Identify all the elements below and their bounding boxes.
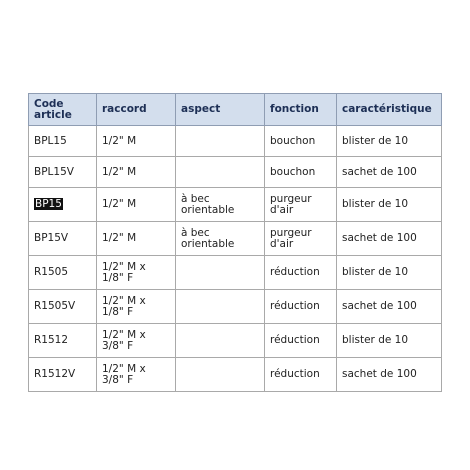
raccord-line2: 1/8" F — [102, 271, 134, 284]
cell-raccord — [97, 290, 176, 324]
cell-aspect — [176, 126, 265, 157]
cell-code: BPL15V — [29, 157, 97, 188]
cell-code: R1505 — [29, 256, 97, 290]
product-table — [28, 93, 442, 392]
header-code-article — [29, 94, 97, 126]
cell-caracteristique: blister de 10 — [337, 256, 442, 290]
raccord-line1: 1/2" M — [102, 165, 137, 178]
table-row — [29, 290, 442, 324]
cell-caracteristique: blister de 10 — [337, 188, 442, 222]
cell-caracteristique: sachet de 100 — [337, 290, 442, 324]
cell-raccord — [97, 358, 176, 392]
cell-code: BP15V — [29, 222, 97, 256]
fonction-line2: d'air — [270, 203, 294, 216]
cell-aspect — [176, 290, 265, 324]
header-raccord: raccord — [97, 94, 176, 126]
highlighted-code: BP15 — [35, 198, 62, 210]
cell-code: R1512V — [29, 358, 97, 392]
raccord-line1: 1/2" M — [102, 198, 137, 210]
raccord-line1: 1/2" M x — [102, 260, 146, 273]
cell-caracteristique: sachet de 100 — [337, 157, 442, 188]
table-row — [29, 324, 442, 358]
cell-raccord — [97, 126, 176, 157]
header-row — [29, 94, 442, 126]
table-row — [29, 157, 442, 188]
aspect-line1: à bec — [181, 226, 210, 239]
aspect-line2: orientable — [181, 237, 235, 250]
raccord-line1: 1/2" M — [102, 134, 137, 147]
raccord-line1: 1/2" M x — [102, 362, 146, 375]
table-header — [29, 94, 442, 126]
cell-raccord — [97, 222, 176, 256]
cell-fonction — [265, 188, 337, 222]
header-caracteristique: caractéristique — [337, 94, 442, 126]
fonction-line1: réduction — [270, 266, 320, 278]
fonction-line1: réduction — [270, 300, 320, 312]
cell-aspect — [176, 157, 265, 188]
cell-raccord — [97, 256, 176, 290]
cell-caracteristique: sachet de 100 — [337, 358, 442, 392]
table-body — [29, 126, 442, 392]
fonction-line2: d'air — [270, 237, 294, 250]
cell-fonction — [265, 256, 337, 290]
raccord-line2: 3/8" F — [102, 373, 134, 386]
cell-aspect — [176, 324, 265, 358]
cell-code: R1505V — [29, 290, 97, 324]
cell-aspect — [176, 256, 265, 290]
cell-fonction — [265, 324, 337, 358]
fonction-line1: purgeur — [270, 226, 312, 239]
raccord-line1: 1/2" M x — [102, 328, 146, 341]
fonction-line1: réduction — [270, 368, 320, 380]
fonction-line1: purgeur — [270, 192, 312, 205]
header-fonction: fonction — [265, 94, 337, 126]
cell-code: R1512 — [29, 324, 97, 358]
cell-fonction — [265, 358, 337, 392]
cell-fonction — [265, 126, 337, 157]
raccord-line2: 3/8" F — [102, 339, 134, 352]
cell-caracteristique: blister de 10 — [337, 126, 442, 157]
aspect-line1: à bec — [181, 192, 210, 205]
table-row — [29, 256, 442, 290]
cell-fonction — [265, 222, 337, 256]
table-row — [29, 188, 442, 222]
fonction-line1: bouchon — [270, 165, 316, 178]
cell-code — [29, 188, 97, 222]
cell-raccord — [97, 157, 176, 188]
cell-aspect — [176, 222, 265, 256]
header-aspect: aspect — [176, 94, 265, 126]
header-code-line2: article — [34, 108, 72, 121]
cell-aspect — [176, 188, 265, 222]
cell-code: BPL15 — [29, 126, 97, 157]
fonction-line1: bouchon — [270, 134, 316, 147]
raccord-line2: 1/8" F — [102, 305, 134, 318]
cell-fonction — [265, 290, 337, 324]
cell-fonction — [265, 157, 337, 188]
table-row — [29, 126, 442, 157]
cell-raccord — [97, 324, 176, 358]
table-row — [29, 358, 442, 392]
raccord-line1: 1/2" M — [102, 232, 137, 244]
table-row — [29, 222, 442, 256]
aspect-line2: orientable — [181, 203, 235, 216]
header-code-line1: Code — [34, 97, 64, 110]
cell-caracteristique: blister de 10 — [337, 324, 442, 358]
fonction-line1: réduction — [270, 334, 320, 346]
cell-raccord — [97, 188, 176, 222]
cell-caracteristique: sachet de 100 — [337, 222, 442, 256]
cell-aspect — [176, 358, 265, 392]
raccord-line1: 1/2" M x — [102, 294, 146, 307]
